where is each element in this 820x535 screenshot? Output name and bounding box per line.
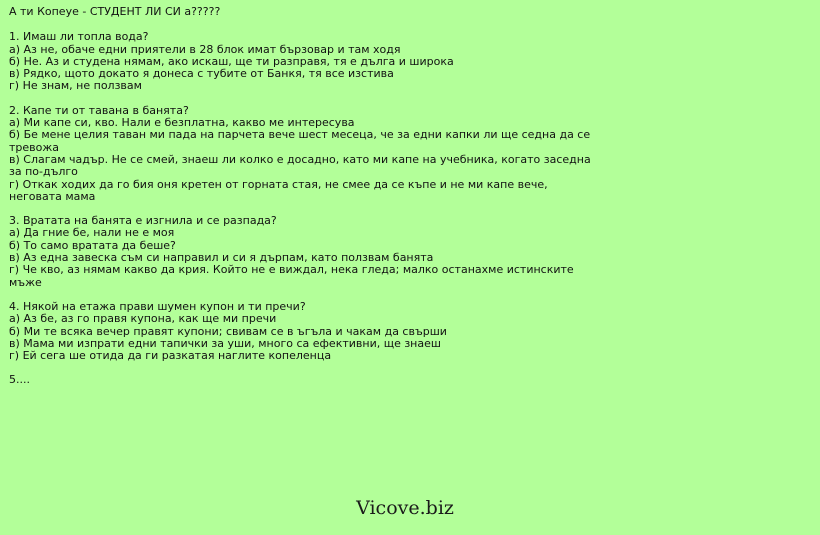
question-text: 1. Имаш ли топла вода?: [9, 30, 149, 44]
answer-c: в) Рядко, щото докато я донеса с тубите от Банкя, тя все изстива: [9, 67, 394, 81]
answer-a: а) Аз не, обаче едни приятели в 28 блок имат бързовар и там ходя: [9, 42, 401, 56]
answer-b: б) Бе мене целия таван ми пада на парчета вече шест месеца, че за едни капки ли ще седна да се тревожа: [9, 128, 591, 154]
question-4: [9, 301, 599, 362]
answer-a: а) Аз бе, аз го правя купона, как ще ми пречи: [9, 312, 277, 326]
answer-b: б) То само вратата да беше?: [9, 238, 176, 252]
site-watermark: Vicove.biz: [356, 497, 454, 519]
continuation-text: 5....: [9, 373, 30, 387]
answer-a: а) Ми капе си, кво. Нали е безплатна, какво ме интересува: [9, 116, 355, 130]
document-title: А ти Копеуе - СТУДЕНТ ЛИ СИ а?????: [9, 5, 221, 18]
answer-d: г) Откак ходих да го бия оня кретен от горната стая, не смее да се къпе и не ми капе вече, неговата мама: [9, 177, 548, 203]
answer-b: б) Ми те всяка вечер правят купони; свивам се в ъгъла и чакам да свърши: [9, 324, 447, 338]
question-1: [9, 31, 599, 92]
question-text: 4. Някой на етажа прави шумен купон и ти пречи?: [9, 299, 306, 313]
answer-c: в) Слагам чадър. Не се смей, знаеш ли колко е досадно, като ми капе на учебника, когато заседна за по-дълго: [9, 152, 591, 179]
answer-b: б) Не. Аз и студена нямам, ако искаш, ще ти разправя, тя е дълга и широка: [9, 54, 454, 68]
document-body: [9, 6, 599, 387]
question-3: [9, 215, 599, 289]
question-text: 2. Капе ти от тавана в банята?: [9, 103, 189, 117]
answer-d: г) Че кво, аз нямам какво да крия. Който не е виждал, нека гледа; малко останахме истинските мъже: [9, 263, 574, 289]
question-text: 3. Вратата на банята е изгнила и се разпада?: [9, 214, 277, 228]
answer-d: г) Ей сега ше отида да ги разкатая наглите копеленца: [9, 349, 332, 363]
answer-c: в) Аз една завеска съм си направил и си я дърпам, като ползвам банята: [9, 251, 434, 265]
answer-d: г) Не знам, не ползвам: [9, 79, 142, 93]
question-2: [9, 105, 599, 203]
answer-a: а) Да гние бе, нали не е моя: [9, 226, 175, 240]
answer-c: в) Мама ми изпрати едни тапички за уши, много са ефективни, ще знаеш: [9, 336, 441, 350]
